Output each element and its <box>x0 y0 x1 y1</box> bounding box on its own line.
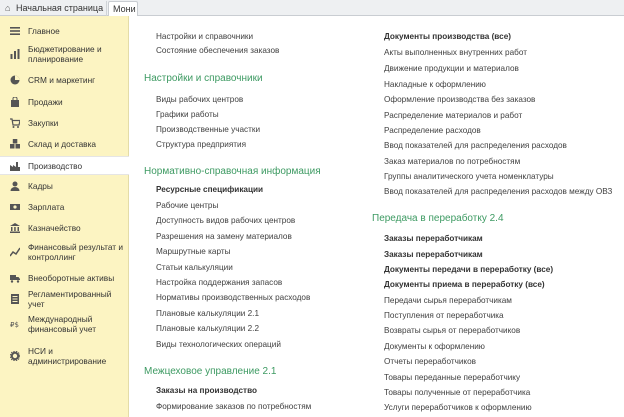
link-cost-indicators[interactable]: Ввод показателей для распределения расходов <box>384 141 567 150</box>
link-internal-work-acts[interactable]: Акты выполненных внутренних работ <box>384 48 527 57</box>
sidebar-item-sales[interactable] <box>0 95 129 109</box>
link-processor-receipts[interactable]: Поступления от переработчика <box>384 311 504 320</box>
sidebar-item-administration[interactable] <box>0 344 129 368</box>
link-nomenclature-groups[interactable]: Группы аналитического учета номенклатуры <box>384 172 554 181</box>
gear-icon <box>10 351 20 361</box>
sidebar-item-label: Склад и доставка <box>28 139 97 149</box>
ifrs-icon <box>10 319 20 329</box>
money-icon <box>10 202 20 212</box>
link-enterprise-structure[interactable]: Структура предприятия <box>156 140 247 149</box>
sidebar-item-label: Финансовый результат и контроллинг <box>28 242 124 262</box>
link-goods-received[interactable]: Товары полученные от переработчика <box>384 388 531 397</box>
link-planned-calc-21[interactable]: Плановые калькуляции 2.1 <box>156 309 260 318</box>
sidebar-item-label: Кадры <box>28 181 53 191</box>
link-production-docs-all[interactable]: Документы производства (все) <box>384 32 511 41</box>
link-processor-reports[interactable]: Отчеты переработчиков <box>384 357 477 366</box>
link-planned-calc-22[interactable]: Плановые калькуляции 2.2 <box>156 324 260 333</box>
sidebar-item-crm[interactable] <box>0 73 129 87</box>
link-production-costs[interactable]: Нормативы производственных расходов <box>156 293 311 302</box>
link-work-centers[interactable]: Рабочие центры <box>156 201 219 210</box>
sidebar-item-label: Внеоборотные активы <box>28 273 115 283</box>
sidebar <box>0 16 129 417</box>
sidebar-item-label: Продажи <box>28 97 63 107</box>
link-tech-operations[interactable]: Виды технологических операций <box>156 340 281 349</box>
tab-monitor-label: Мони <box>113 4 136 14</box>
sidebar-item-international[interactable] <box>0 312 129 336</box>
cart-icon <box>10 118 20 128</box>
sidebar-item-financial-result[interactable] <box>0 240 129 264</box>
link-raw-returns[interactable]: Возвраты сырья от переработчиков <box>384 326 521 335</box>
section-title-processing: Передача в переработку 2.4 <box>372 213 504 224</box>
sidebar-item-hr[interactable] <box>0 179 129 193</box>
sidebar-item-label: Закупки <box>28 118 59 128</box>
home-icon: ⌂ <box>5 3 11 13</box>
link-receipt-docs-all[interactable]: Документы приема в переработку (все) <box>384 280 545 289</box>
sidebar-item-label: Главное <box>28 26 60 36</box>
link-invoices-to-process[interactable]: Накладные к оформлению <box>384 80 486 89</box>
link-product-movement[interactable]: Движение продукции и материалов <box>384 64 519 73</box>
link-production-areas[interactable]: Производственные участки <box>156 125 261 134</box>
link-processor-orders-2[interactable]: Заказы переработчикам <box>384 250 483 259</box>
link-transfer-docs-all[interactable]: Документы передачи в переработку (все) <box>384 265 554 274</box>
link-work-center-types[interactable]: Виды рабочих центров <box>156 95 244 104</box>
tab-home-label: Начальная страница <box>16 3 104 13</box>
sidebar-item-label: НСИ и администрирование <box>28 346 107 366</box>
bag-icon <box>10 97 20 107</box>
link-calculation-items[interactable]: Статьи калькуляции <box>156 263 233 272</box>
person-icon <box>10 181 20 191</box>
link-material-replacement[interactable]: Разрешения на замену материалов <box>156 232 292 241</box>
link-production-without-orders[interactable]: Оформление производства без заказов <box>384 95 536 104</box>
chart-icon <box>10 49 20 59</box>
truck-icon <box>10 273 20 283</box>
svg-text:₽$: ₽$ <box>10 321 19 329</box>
section-title-intershop: Межцеховое управление 2.1 <box>144 366 277 377</box>
sidebar-item-budgeting[interactable] <box>0 42 129 66</box>
sidebar-item-label: Международный финансовый учет <box>28 314 97 334</box>
sidebar-item-label: Бюджетирование и планирование <box>28 44 102 64</box>
sidebar-item-label: Казначейство <box>28 223 81 233</box>
link-material-order[interactable]: Заказ материалов по потребностям <box>384 157 521 166</box>
sidebar-item-regulated-accounting[interactable] <box>0 289 129 309</box>
link-raw-transfers[interactable]: Передачи сырья переработчикам <box>384 296 512 305</box>
link-stock-maintenance[interactable]: Настройка поддержания запасов <box>156 278 283 287</box>
section-title-settings: Настройки и справочники <box>144 73 263 84</box>
finance-chart-icon <box>10 247 20 257</box>
sidebar-item-label: CRM и маркетинг <box>28 75 96 85</box>
sidebar-item-purchases[interactable] <box>0 116 129 130</box>
sidebar-item-fixed-assets[interactable] <box>0 271 129 285</box>
sidebar-item-label: Производство <box>28 160 83 171</box>
link-processor-orders[interactable]: Заказы переработчикам <box>384 234 483 243</box>
pie-icon <box>10 75 20 85</box>
tab-bar <box>0 0 624 16</box>
sidebar-item-production[interactable] <box>0 156 129 175</box>
section-title-nsi: Нормативно-справочная информация <box>144 166 321 177</box>
link-processor-services[interactable]: Услуги переработчиков к оформлению <box>384 403 532 412</box>
menu-lines-icon <box>10 26 20 36</box>
tab-monitor[interactable] <box>108 1 138 16</box>
sidebar-item-treasury[interactable] <box>0 221 129 235</box>
link-order-status[interactable]: Состояние обеспечения заказов <box>156 46 280 55</box>
link-docs-to-process[interactable]: Документы к оформлению <box>384 342 485 351</box>
link-production-orders[interactable]: Заказы на производство <box>156 386 257 395</box>
link-goods-transferred[interactable]: Товары переданные переработчику <box>384 373 521 382</box>
link-cost-distribution[interactable]: Распределение расходов <box>384 126 481 135</box>
link-work-schedules[interactable]: Графики работы <box>156 110 219 119</box>
sidebar-item-main[interactable] <box>0 24 129 38</box>
link-material-distribution[interactable]: Распределение материалов и работ <box>384 111 523 120</box>
factory-icon <box>10 161 20 171</box>
link-orders-by-needs[interactable]: Формирование заказов по потребностям <box>156 402 312 411</box>
link-work-center-availability[interactable]: Доступность видов рабочих центров <box>156 216 296 225</box>
link-route-cards[interactable]: Маршрутные карты <box>156 247 231 256</box>
boxes-icon <box>10 139 20 149</box>
sidebar-item-label: Регламентированный учет <box>28 289 112 309</box>
sidebar-item-warehouse[interactable] <box>0 137 129 151</box>
tab-home[interactable] <box>3 1 107 16</box>
link-settings[interactable]: Настройки и справочники <box>156 32 254 41</box>
document-icon <box>10 294 20 304</box>
sidebar-item-salary[interactable] <box>0 200 129 214</box>
bank-icon <box>10 223 20 233</box>
sidebar-item-label: Зарплата <box>28 202 65 212</box>
link-cost-indicators-ovz[interactable]: Ввод показателей для распределения расходов между ОВЗ <box>384 187 613 196</box>
link-resource-specs[interactable]: Ресурсные спецификации <box>156 185 264 194</box>
